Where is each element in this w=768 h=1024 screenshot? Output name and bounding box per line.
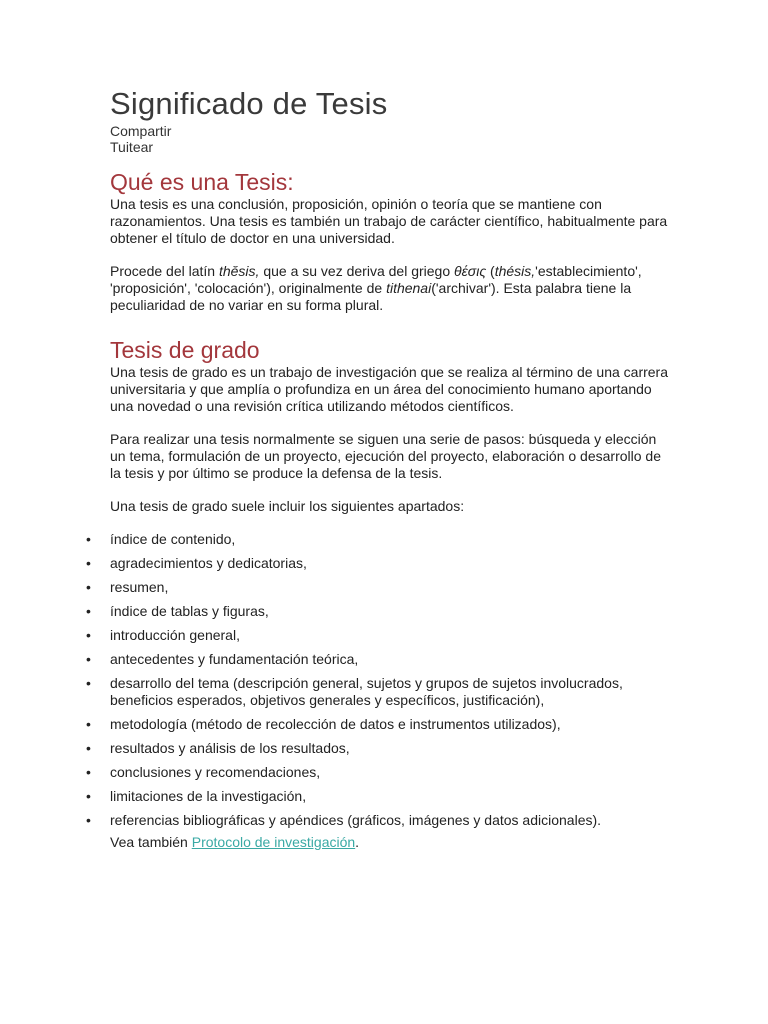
definition-paragraph: Una tesis es una conclusión, proposición, opinión o teoría que se mantiene con razonamientos. Una tesis es también un trabajo de carácter científico, habitualmente para obtener el título de doctor en una universidad. (110, 196, 668, 246)
section-heading-tesis-de-grado: Tesis de grado (110, 337, 260, 363)
see-also-prefix: Vea también (110, 834, 192, 850)
apartados-intro-paragraph: Una tesis de grado suele incluir los siguientes apartados: (110, 498, 465, 514)
section-heading-que-es: Qué es una Tesis: (110, 169, 294, 195)
apartados-list (86, 531, 670, 829)
share-compartir-link[interactable]: Compartir (110, 123, 172, 139)
list-item-text: resultados y análisis de los resultados, (110, 740, 350, 756)
list-item-text: introducción general, (110, 627, 240, 643)
bullet-icon: • (86, 788, 91, 804)
list-item-text: índice de contenido, (110, 531, 236, 547)
see-also-line (110, 834, 670, 851)
protocolo-investigacion-link[interactable]: Protocolo de investigación (191, 834, 356, 850)
etymology-tithenai-term: tithenai (386, 280, 432, 296)
bullet-icon: • (86, 603, 91, 619)
list-item (86, 651, 670, 668)
list-item (86, 788, 670, 805)
list-item-text: metodología (método de recolección de datos e instrumentos utilizados), (110, 716, 561, 732)
etymology-text-b: que a su vez deriva del griego (259, 263, 455, 279)
list-item-text: limitaciones de la investigación, (110, 788, 307, 804)
list-item-text: antecedentes y fundamentación teórica, (110, 651, 359, 667)
list-item-text: conclusiones y recomendaciones, (110, 764, 321, 780)
bullet-icon: • (86, 740, 91, 756)
bullet-icon: • (86, 764, 91, 780)
etymology-latin-term: thĕsis, (218, 263, 260, 279)
list-item (86, 740, 670, 757)
list-item (86, 716, 670, 733)
bullet-icon: • (86, 675, 91, 691)
list-item-text: referencias bibliográficas y apéndices (gráficos, imágenes y datos adicionales). (110, 812, 602, 828)
list-item (86, 531, 670, 548)
bullet-icon: • (86, 716, 91, 732)
list-item-text: resumen, (110, 579, 169, 595)
etymology-paragraph (110, 263, 670, 314)
article (86, 86, 670, 851)
bullet-icon: • (86, 555, 91, 571)
list-item (86, 675, 670, 709)
pasos-paragraph: Para realizar una tesis normalmente se siguen una serie de pasos: búsqueda y elección un tema, formulación de un proyecto, ejecución del proyecto, elaboración o desarrollo de la tesis y por último se produce la defensa de la tesis. (110, 431, 661, 481)
etymology-greek-term: θέσις (454, 263, 487, 279)
tesis-grado-paragraph: Una tesis de grado es un trabajo de investigación que se realiza al término de una carrera universitaria y que amplía o profundiza en un área del conocimiento humano aportando una novedad o una revisión crítica utilizando métodos científicos. (110, 364, 668, 414)
etymology-text-c: ( (486, 263, 495, 279)
bullet-icon: • (86, 627, 91, 643)
see-also-suffix: . (355, 834, 360, 850)
bullet-icon: • (86, 812, 91, 828)
list-item (86, 812, 670, 829)
page-title: Significado de Tesis (110, 86, 388, 121)
etymology-greek-transliteration: thésis, (494, 263, 536, 279)
bullet-icon: • (86, 579, 91, 595)
list-item (86, 627, 670, 644)
list-item (86, 555, 670, 572)
etymology-text-a: Procede del latín (110, 263, 219, 279)
list-item-text: agradecimientos y dedicatorias, (110, 555, 307, 571)
share-tuitear-link[interactable]: Tuitear (110, 139, 154, 155)
list-item-text: índice de tablas y figuras, (110, 603, 269, 619)
etymology-text-e: ('archivar'). Esta palabra tiene la peculiaridad de no variar en su forma plural. (110, 280, 632, 313)
bullet-icon: • (86, 531, 91, 547)
etymology-text-d: 'establecimiento', 'proposición', 'colocación'), originalmente de (110, 263, 642, 296)
list-item-text: desarrollo del tema (descripción general, sujetos y grupos de sujetos involucrados, beneficios esperados, objetivos generales y específicos, justificación), (110, 675, 623, 708)
list-item (86, 579, 670, 596)
bullet-icon: • (86, 651, 91, 667)
list-item (86, 764, 670, 781)
list-item (86, 603, 670, 620)
